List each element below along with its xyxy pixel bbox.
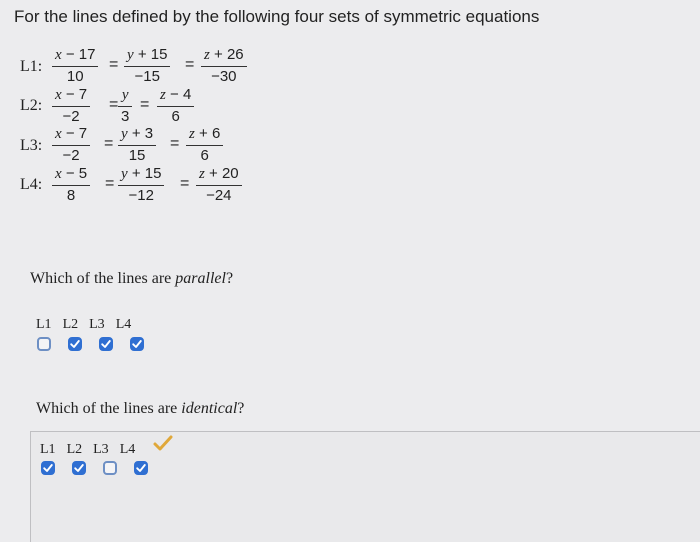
l3-x-fraction: x − 7 −2 [52, 125, 90, 165]
l4-equals-1: = [105, 175, 115, 192]
l4-y-fraction: y + 15 −12 [118, 165, 164, 205]
checkmark-icon [73, 462, 85, 474]
checkmark-icon [100, 338, 112, 350]
l4-x-fraction: x − 5 8 [52, 165, 90, 205]
parallel-label-l4: L4 [115, 317, 132, 332]
identical-label-l3: L3 [93, 442, 109, 457]
line-label-l3: L3: [20, 137, 43, 154]
identical-checkbox-l2[interactable] [72, 461, 86, 475]
identical-label-l2: L2 [66, 442, 83, 457]
problem-title: For the lines defined by the following four sets of symmetric equations [14, 7, 540, 26]
parallel-checkbox-l2[interactable] [68, 337, 82, 351]
identical-label-l1: L1 [40, 442, 56, 457]
l2-y-fraction: y 3 [118, 86, 132, 126]
line-label-l2: L2: [20, 97, 43, 114]
l2-z-fraction: z − 4 6 [157, 86, 194, 126]
l3-y-fraction: y + 3 15 [118, 125, 156, 165]
l1-y-fraction: y + 15 −15 [124, 46, 170, 86]
l2-x-fraction: x − 7 −2 [52, 86, 90, 126]
checkmark-icon [131, 338, 143, 350]
parallel-checkbox-row [37, 337, 144, 351]
question-identical: Which of the lines are identical? [36, 400, 245, 417]
checkmark-icon [69, 338, 81, 350]
l4-z-fraction: z + 20 −24 [196, 165, 242, 205]
parallel-label-l1: L1 [36, 317, 52, 332]
identical-checkbox-l1[interactable] [41, 461, 55, 475]
identical-checkbox-l4[interactable] [134, 461, 148, 475]
line-label-l1: L1: [20, 58, 43, 75]
parallel-label-l2: L2 [62, 317, 79, 332]
l1-equals-2: = [185, 56, 195, 73]
l2-equals-1: = [109, 96, 119, 113]
identical-checkbox-l3[interactable] [103, 461, 117, 475]
identical-checkbox-labels [40, 442, 135, 458]
l1-x-fraction: x − 17 10 [52, 46, 98, 86]
identical-checkbox-row [41, 461, 148, 475]
parallel-checkbox-l1[interactable] [37, 337, 51, 351]
l1-equals-1: = [109, 56, 119, 73]
l3-z-fraction: z + 6 6 [186, 125, 223, 165]
parallel-label-l3: L3 [89, 317, 105, 332]
line-label-l4: L4: [20, 176, 43, 193]
l4-equals-2: = [180, 175, 190, 192]
l3-equals-1: = [104, 135, 114, 152]
l2-equals-2: = [140, 96, 150, 113]
l1-z-fraction: z + 26 −30 [201, 46, 247, 86]
question-parallel: Which of the lines are parallel? [30, 270, 234, 287]
parallel-checkbox-l4[interactable] [130, 337, 144, 351]
correct-check-icon [152, 434, 174, 452]
parallel-checkbox-l3[interactable] [99, 337, 113, 351]
identical-label-l4: L4 [119, 442, 136, 457]
l3-equals-2: = [170, 135, 180, 152]
parallel-checkbox-labels [36, 317, 131, 333]
checkmark-icon [42, 462, 54, 474]
checkmark-icon [135, 462, 147, 474]
